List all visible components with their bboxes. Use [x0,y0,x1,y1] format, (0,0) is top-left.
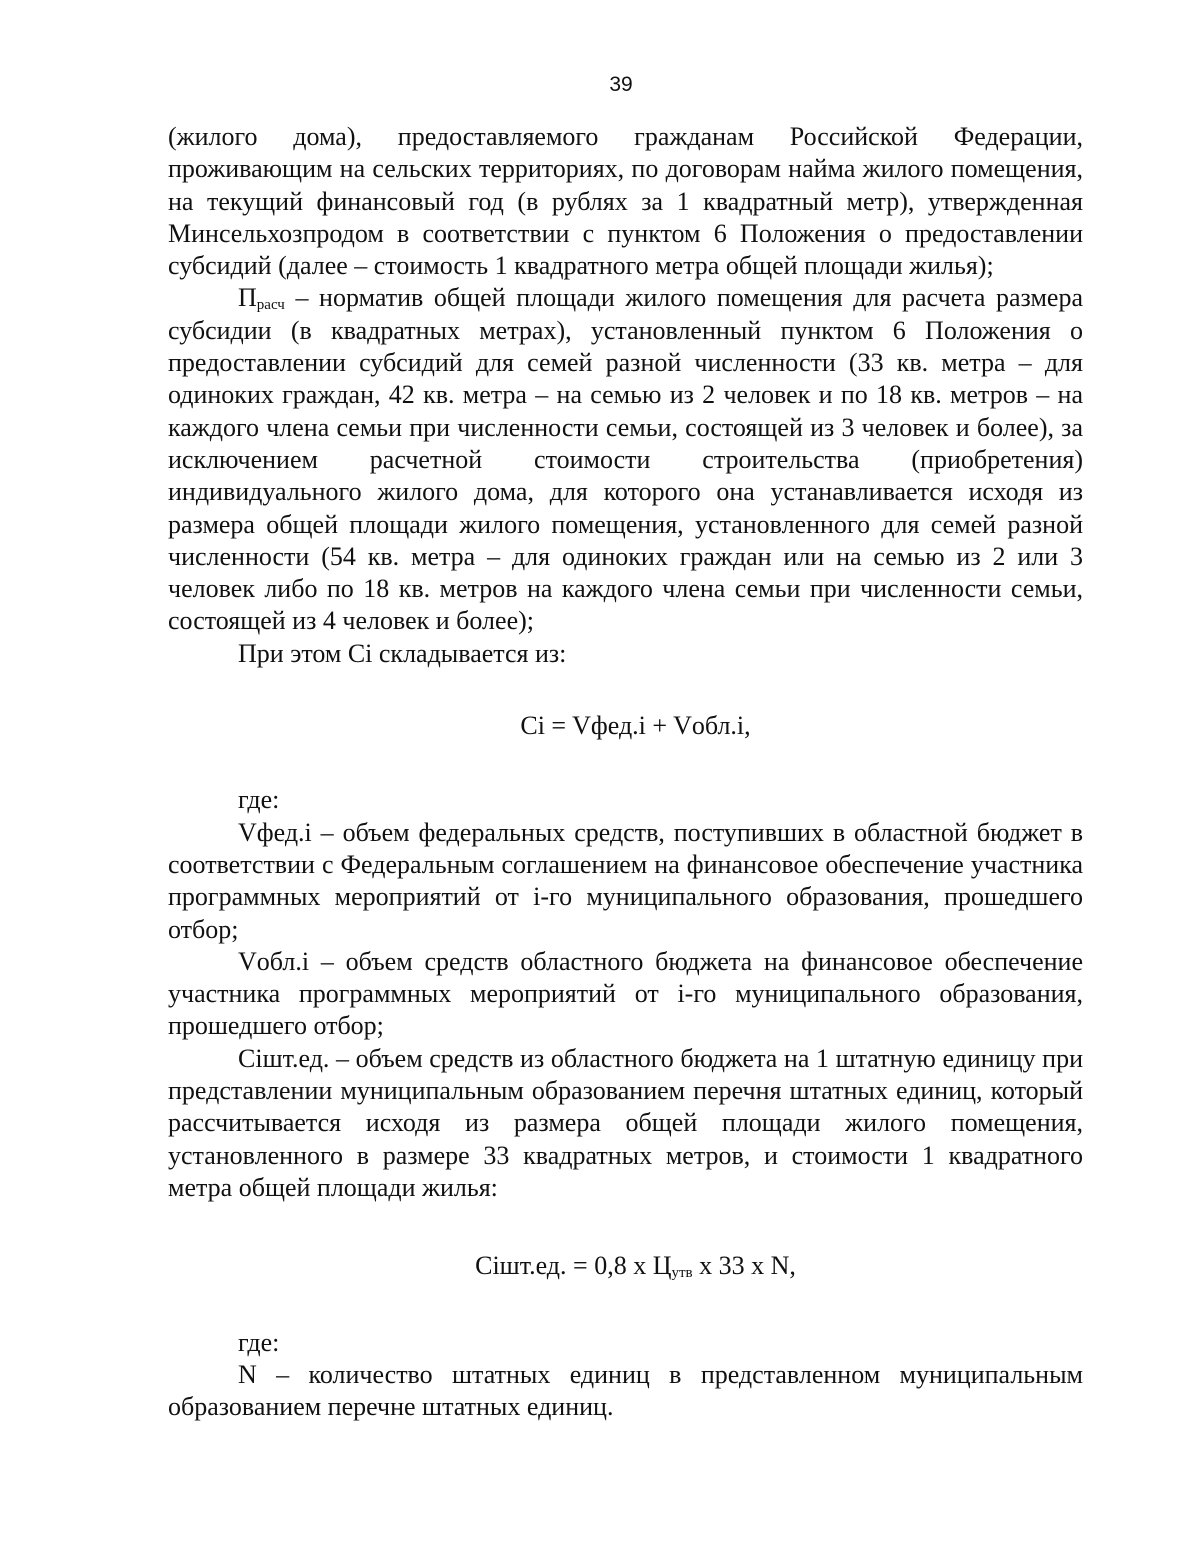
paragraph-area-norm-definition [168,282,1083,637]
document-body [168,121,1083,1423]
paragraph-regional-funds-definition: Vобл.i – объем средств областного бюджета на финансовое обеспечение участника программных мероприятий от i-го муниципального образования, прошедшего отбор; [168,946,1083,1041]
where-label-2: где: [238,1327,280,1357]
paragraph-price-definition-continued: (жилого дома), предоставляемого гражданам Российской Федерации, проживающим на сельских территориях, по договорам найма жилого помещения, на текущий финансовый год (в рублях за 1 квадратный метр), утвержденная Минсельхозпродом в соответствии с пунктом 6 Положения о предоставлении субсидий (далее – стоимость 1 квадратного метра общей площади жилья); [168,122,1083,281]
formula-staff-unit [168,1250,1083,1282]
where-label-1: где: [238,785,280,815]
area-norm-text: – норматив общей площади жилого помещения для расчета размера субсидии (в квадратных метрах), установленный пунктом 6 Положения о предоставлении субсидий для семей разной численности (33 кв. метра – для одиноких граждан, 42 кв. метра – на семью из 2 человек и по 18 кв. метров – на каждого члена семьи при численности семьи, состоящей из 3 человек и более), за исключением расчетной стоимости строительства (приобретения) индивидуального жилого дома, для которого она устанавливается исходя из размера общей площади жилого помещения, установленного для семей разной численности (54 кв. метра – для одиноких граждан или на семью из 2 или 3 человек либо по 18 кв. метров на каждого члена семьи при численности семьи, состоящей из 4 человек и более); [168,283,1083,636]
formula-staff-unit-right: x 33 x N, [692,1251,796,1281]
formula-staff-unit-subscript: утв [671,1265,693,1282]
paragraph-staff-unit-funds-definition: Ciшт.ед. – объем средств из областного бюджета на 1 штатную единицу при представлении муниципальным образованием перечня штатных единиц, который рассчитывается исходя из размера общей площади жилого помещения, установленного в размере 33 квадратных метров, и стоимости 1 квадратного метра общей площади жилья: [168,1043,1083,1202]
paragraph-federal-funds-definition: Vфед.i – объем федеральных средств, поступивших в областной бюджет в соответствии с Федеральным соглашением на финансовое обеспечение участника программных мероприятий от i-го муниципального образования, прошедшего отбор; [168,817,1083,944]
formula-ci: Ci = Vфед.i + Vобл.i, [520,711,751,741]
area-norm-symbol: П [238,283,257,313]
page-number: 39 [609,73,633,96]
area-norm-symbol-subscript: расч [256,297,285,314]
paragraph-ci-composition: При этом Ci складывается из: [238,638,567,668]
formula-staff-unit-left: Ciшт.ед. = 0,8 x Ц [475,1251,672,1281]
paragraph-staff-count-definition: N – количество штатных единиц в представленном муниципальным образованием перечне штатных единиц. [168,1359,1083,1422]
